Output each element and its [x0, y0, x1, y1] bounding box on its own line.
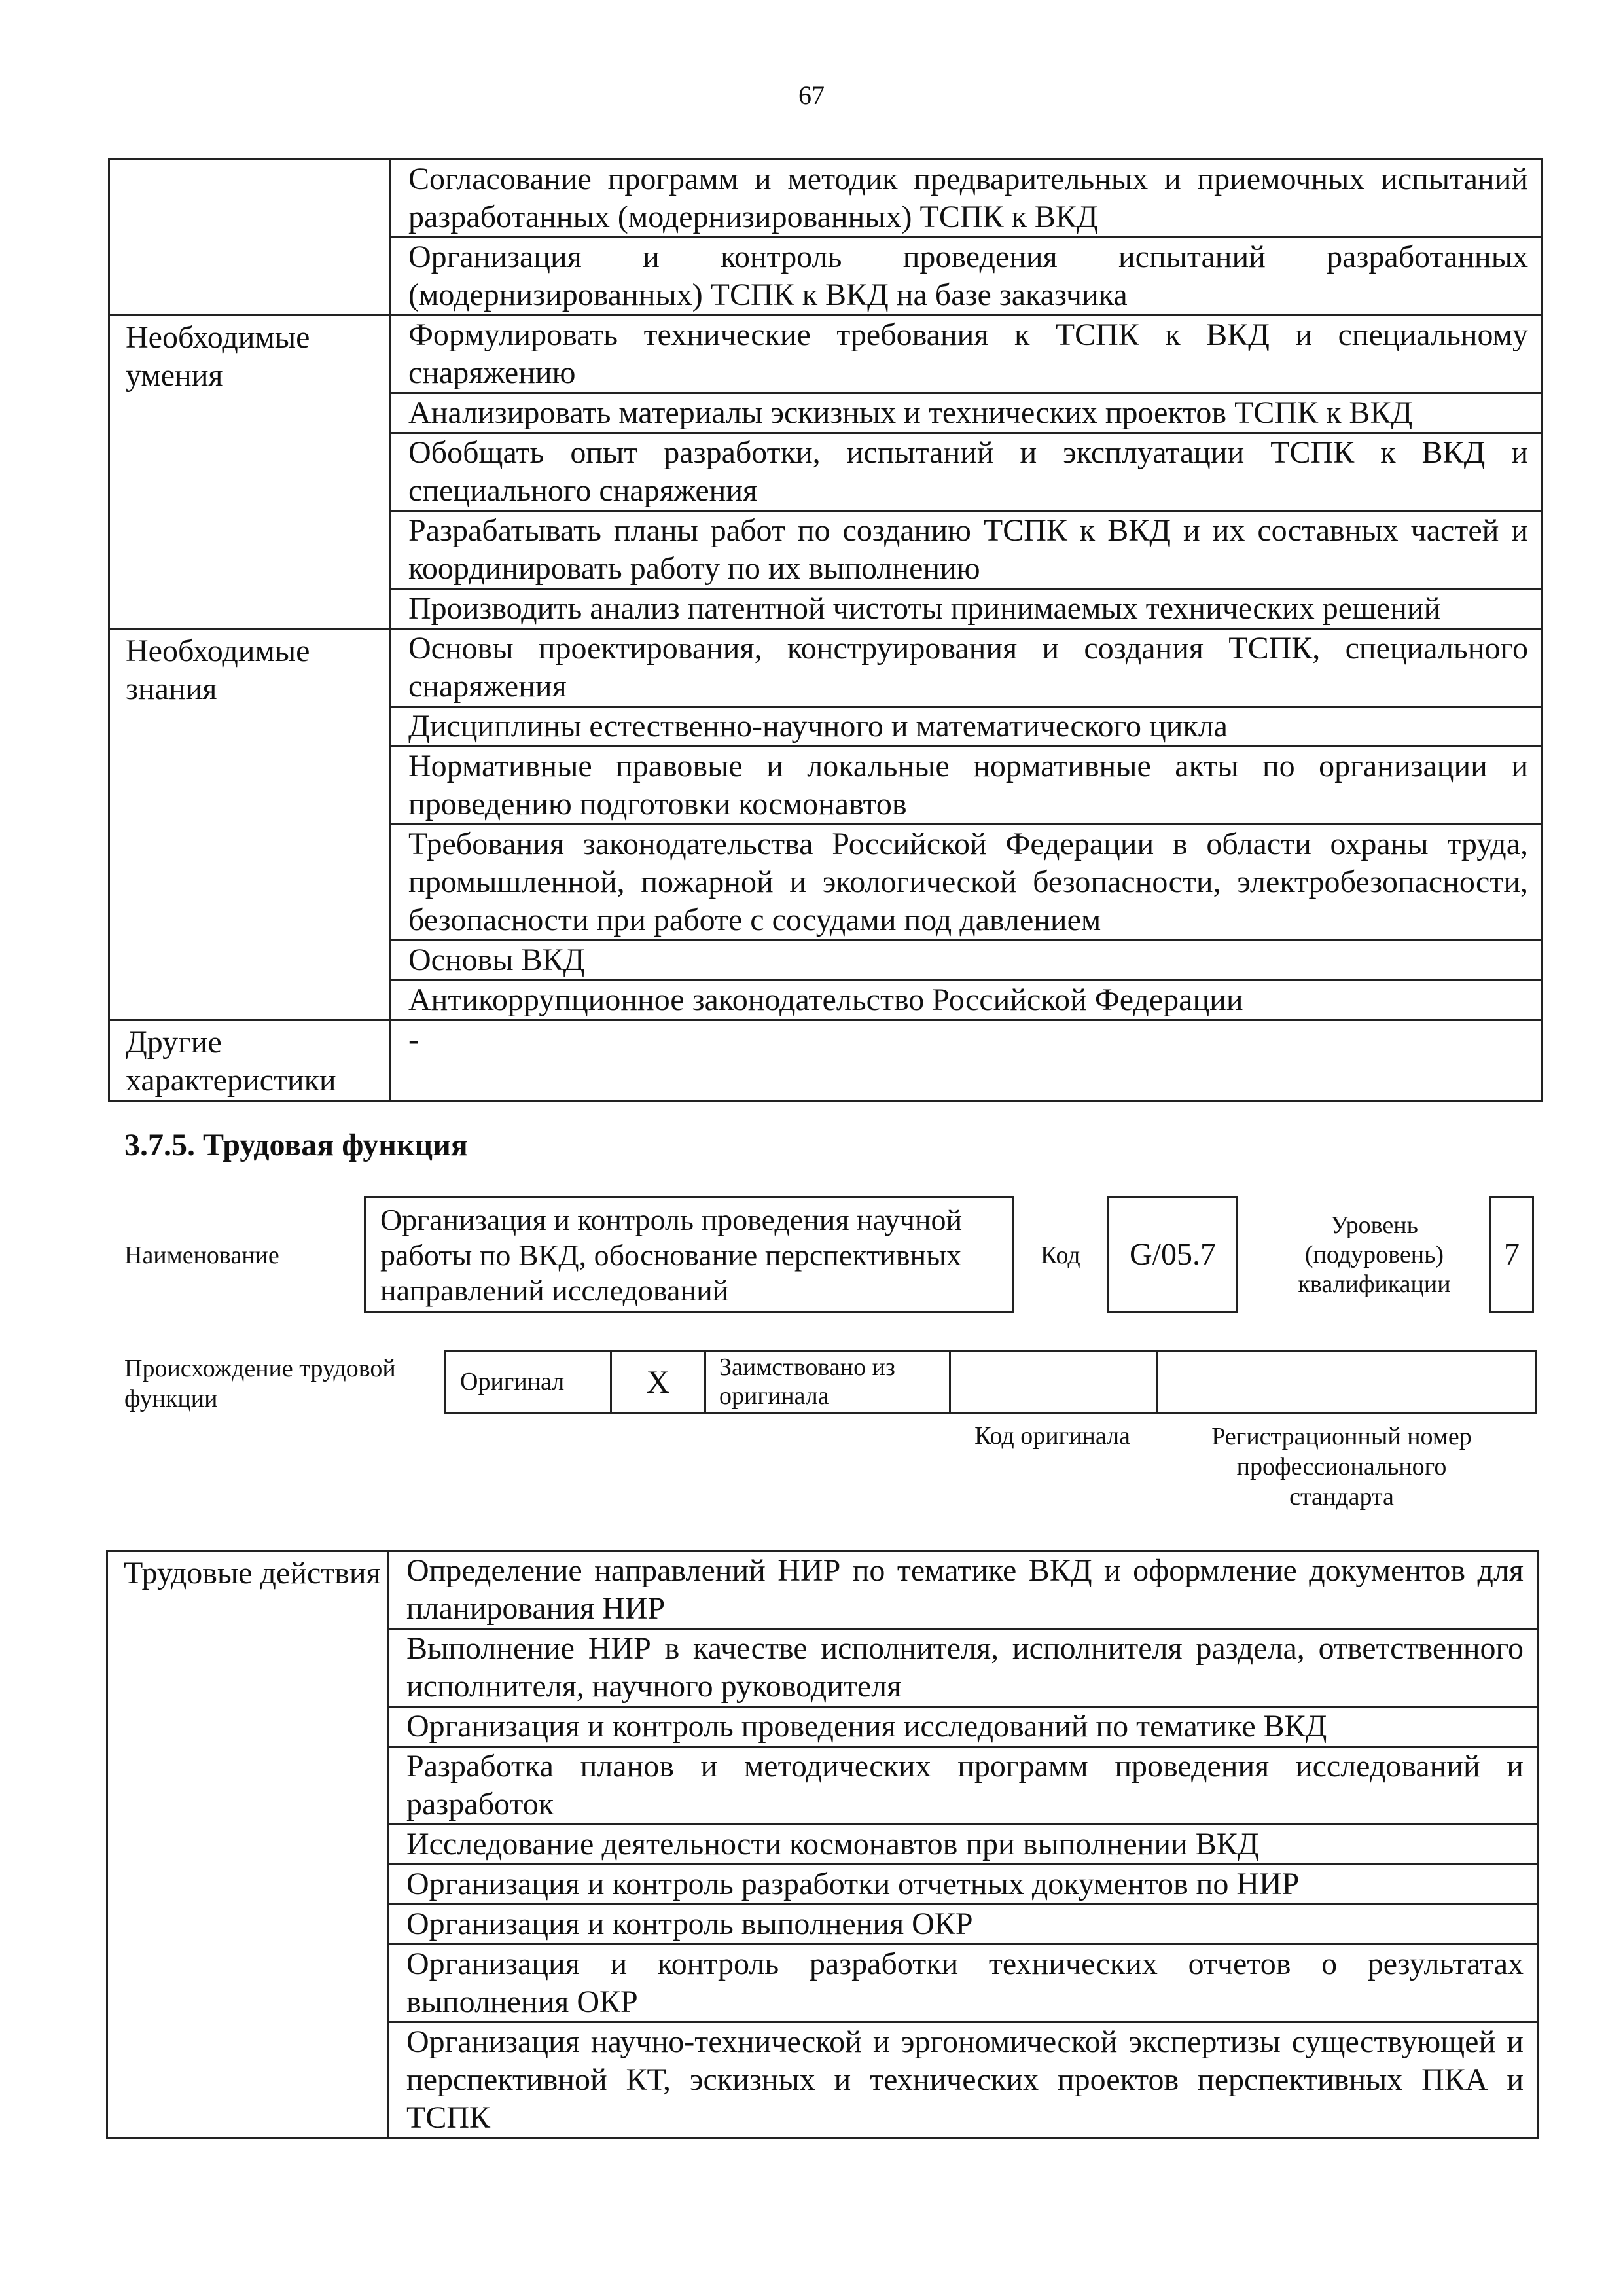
table-cell: Требования законодательства Российской Федерации в области охраны труда, промышленной, пожарной и экологической безопасности, электробезопасности, безопасности при работе с сосудами под давлением [391, 825, 1543, 941]
page-number: 67 [798, 81, 825, 110]
reg-number-caption: Регистрационный номер профессионального стандарта [1211, 1423, 1472, 1511]
original-mark: X [611, 1351, 705, 1413]
table-cell: - [391, 1020, 1543, 1101]
table-cell: Организация и контроль проведения испытаний разработанных (модернизированных) ТСПК к ВКД на базе заказчика [391, 238, 1543, 315]
table-cell: Выполнение НИР в качестве исполнителя, исполнителя раздела, ответственного исполнителя, научного руководителя [389, 1629, 1538, 1707]
table-cell: Основы ВКД [391, 941, 1543, 980]
reg-number-cell [1157, 1351, 1537, 1413]
table-cell: Организация научно-технической и эргономической экспертизы существующей и перспективной КТ, эскизных и технических проектов перспективных ПКА и ТСПК [389, 2022, 1538, 2138]
level-label: Уровень (подуровень) квалификации [1298, 1211, 1451, 1298]
origin-label: Происхождение трудовой функции [124, 1355, 396, 1412]
table-cell: Формулировать технические требования к ТСПК к ВКД и специальному снаряжению [391, 315, 1543, 393]
code-label: Код [1041, 1242, 1080, 1269]
knowledge-label: Необходимые знания [109, 629, 391, 1020]
competency-table [108, 158, 1543, 1102]
table-cell: Организация и контроль проведения исследований по тематике ВКД [389, 1707, 1538, 1747]
section-heading: 3.7.5. Трудовая функция [124, 1128, 468, 1162]
table-cell: Исследование деятельности космонавтов при выполнении ВКД [389, 1825, 1538, 1865]
labor-actions-label: Трудовые действия [107, 1551, 389, 2138]
table-cell: Согласование программ и методик предварительных и приемочных испытаний разработанных (модернизированных) ТСПК к ВКД [391, 160, 1543, 238]
original-label: Оригинал [445, 1351, 611, 1413]
skills-label: Необходимые умения [109, 315, 391, 629]
table-cell: Разрабатывать планы работ по созданию ТСПК к ВКД и их составных частей и координировать работу по их выполнению [391, 511, 1543, 589]
function-name-box: Организация и контроль проведения научной работы по ВКД, обоснование перспективных направлений исследований [364, 1196, 1014, 1313]
labor-actions-table [106, 1550, 1539, 2139]
code-original-caption: Код оригинала [974, 1422, 1130, 1450]
table-cell: Основы проектирования, конструирования и создания ТСПК, специального снаряжения [391, 629, 1543, 707]
borrowed-label: Заимствовано из оригинала [705, 1351, 950, 1413]
code-original-cell [950, 1351, 1157, 1413]
table-cell: Дисциплины естественно-научного и математического цикла [391, 707, 1543, 747]
code-value-box: G/05.7 [1107, 1196, 1238, 1313]
table-cell: Обобщать опыт разработки, испытаний и эксплуатации ТСПК к ВКД и специального снаряжения [391, 433, 1543, 511]
table-cell: Антикоррупционное законодательство Российской Федерации [391, 980, 1543, 1020]
table-cell: Организация и контроль разработки отчетных документов по НИР [389, 1865, 1538, 1905]
table-cell: Анализировать материалы эскизных и технических проектов ТСПК к ВКД [391, 393, 1543, 433]
table-cell: Определение направлений НИР по тематике ВКД и оформление документов для планирования НИР [389, 1551, 1538, 1629]
table-cell: Разработка планов и методических программ проведения исследований и разработок [389, 1747, 1538, 1825]
level-value-box: 7 [1489, 1196, 1534, 1313]
table-cell: Организация и контроль разработки технических отчетов о результатах выполнения ОКР [389, 1945, 1538, 2022]
table-cell: Производить анализ патентной чистоты принимаемых технических решений [391, 589, 1543, 629]
name-label: Наименование [124, 1242, 279, 1269]
origin-table [444, 1350, 1537, 1414]
table-label-cell [109, 160, 391, 315]
other-characteristics-label: Другие характеристики [109, 1020, 391, 1101]
table-cell: Нормативные правовые и локальные нормативные акты по организации и проведению подготовки космонавтов [391, 747, 1543, 825]
table-cell: Организация и контроль выполнения ОКР [389, 1905, 1538, 1945]
